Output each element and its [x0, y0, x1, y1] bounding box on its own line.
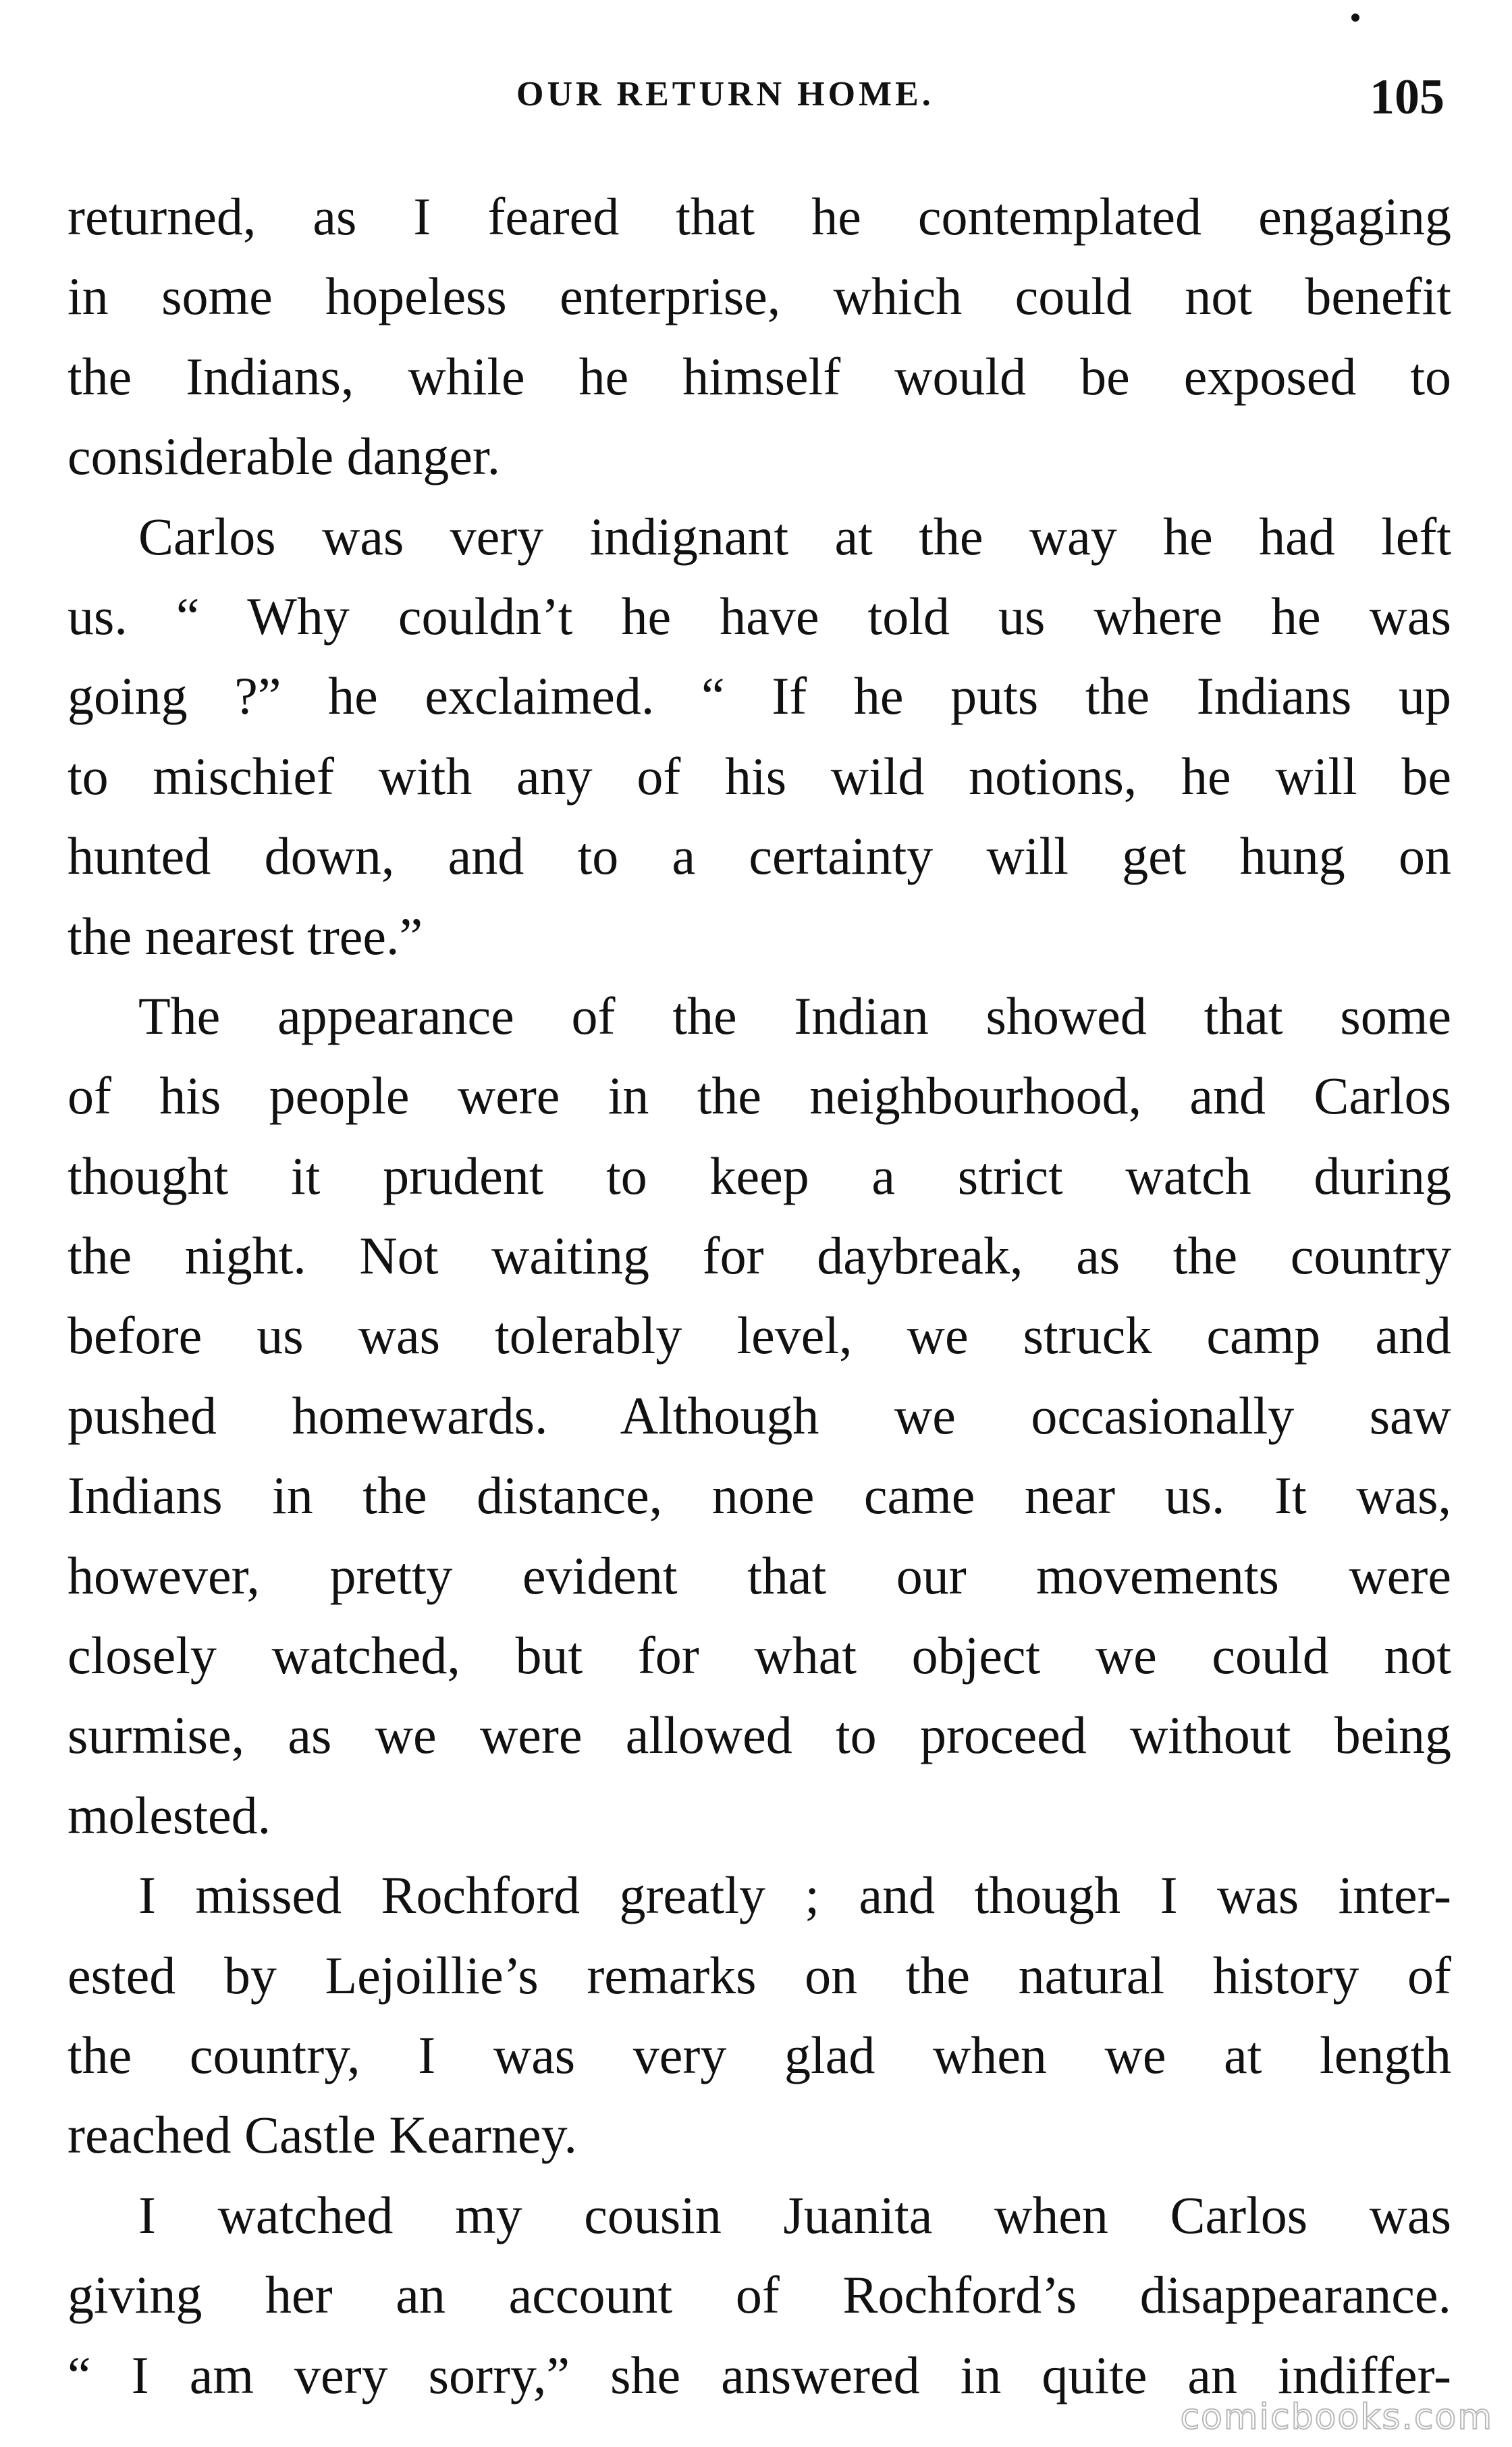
text-line: thought it prudent to keep a strict watch during	[68, 1146, 1451, 1205]
text-line: giving her an account of Rochford’s disappearance.	[68, 2265, 1451, 2325]
text-line: before us was tolerably level, we struck camp and	[68, 1306, 1451, 1365]
text-line: going ?” he exclaimed. “ If he puts the Indians up	[68, 666, 1451, 726]
text-line: Indians in the distance, none came near us. It was,	[68, 1466, 1451, 1525]
text-line: the country, I was very glad when we at length	[68, 2025, 1451, 2084]
text-line: the night. Not waiting for daybreak, as the country	[68, 1226, 1451, 1286]
text-line: ested by Lejoillie’s remarks on the natural history of	[68, 1945, 1451, 2005]
text-line: I watched my cousin Juanita when Carlos was	[138, 2185, 1451, 2244]
watermark: comicbooks.com	[1180, 2397, 1493, 2438]
text-line: Carlos was very indignant at the way he had left	[138, 506, 1451, 566]
text-line: considerable danger.	[68, 427, 501, 486]
text-line: in some hopeless enterprise, which could not benefit	[68, 267, 1451, 326]
text-line: The appearance of the Indian showed that some	[138, 986, 1451, 1045]
text-line: reached Castle Kearney.	[68, 2105, 578, 2165]
text-line: to mischief with any of his wild notions, he will be	[68, 746, 1451, 806]
text-line: “ I am very sorry,” she answered in quite an indiffer-	[68, 2345, 1451, 2404]
text-line: hunted down, and to a certainty will get hung on	[68, 826, 1451, 886]
text-line: the Indians, while he himself would be exposed to	[68, 346, 1451, 406]
running-head	[0, 70, 1512, 127]
ink-speck	[1351, 14, 1359, 22]
page-number: 105	[1370, 70, 1444, 125]
text-line: molested.	[68, 1785, 271, 1845]
text-line: I missed Rochford greatly ; and though I was inter-	[138, 1866, 1451, 1925]
text-line: the nearest tree.”	[68, 906, 423, 966]
text-line: us. “ Why couldn’t he have told us where he was	[68, 586, 1451, 646]
running-title: OUR RETURN HOME.	[516, 75, 934, 113]
text-line: pushed homewards. Although we occasionally saw	[68, 1386, 1451, 1445]
text-line: returned, as I feared that he contemplated engaging	[68, 187, 1451, 246]
text-line: of his people were in the neighbourhood, and Carlos	[68, 1066, 1451, 1126]
text-line: closely watched, but for what object we could not	[68, 1626, 1451, 1685]
body-text	[68, 177, 1451, 2415]
text-line: surmise, as we were allowed to proceed without being	[68, 1706, 1451, 1765]
text-line: however, pretty evident that our movements were	[68, 1546, 1451, 1605]
